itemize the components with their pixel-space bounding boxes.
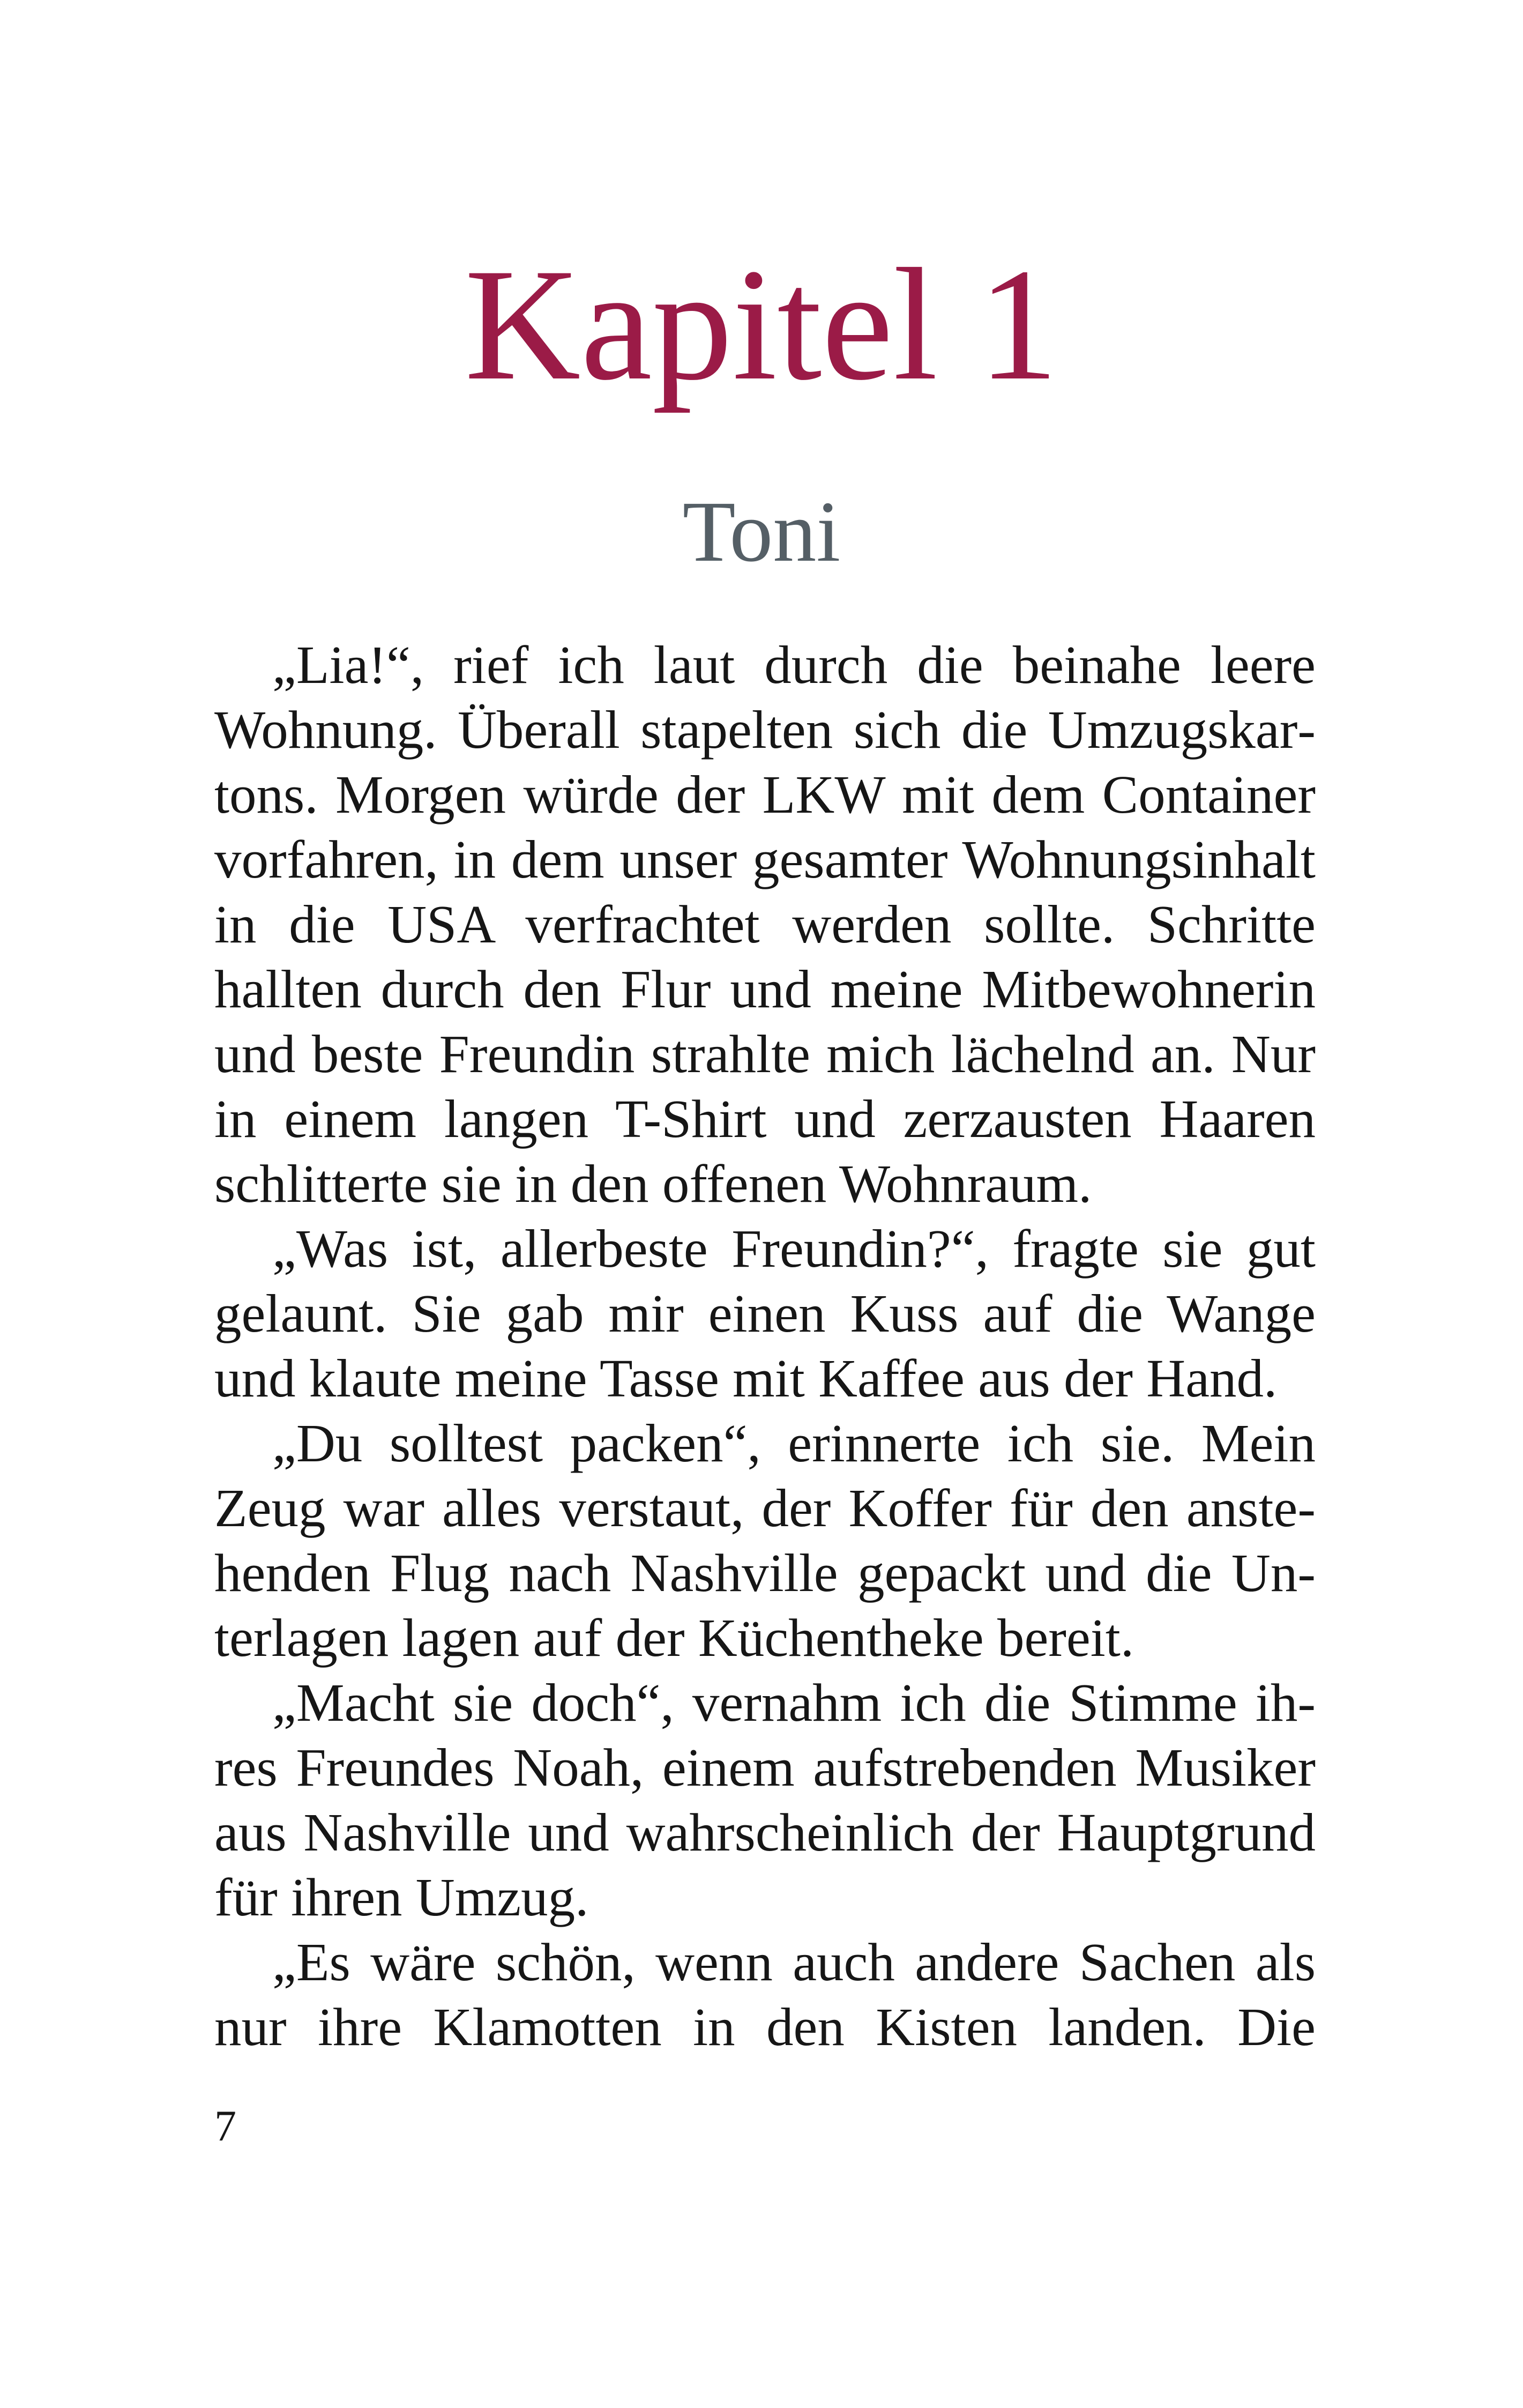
paragraph: „Lia!“, rief ich laut durch die beinahe leere Wohnung. Überall stapelten sich die Umzugskartons. Morgen würde der LKW mit dem Container vorfahren, in dem unser gesamter Wohnungsinhalt in die USA verfrachtet werden sollte. Schritte hallten durch den Flur und meine Mitbewohnerin und beste Freundin strahlte mich lächelnd an. Nur in einem langen T-Shirt und zerzausten Haaren schlitterte sie in den offenen Wohnraum. [214, 635, 1316, 1214]
page-number: 7 [214, 2101, 236, 2150]
paragraph: „Was ist, allerbeste Freundin?“, fragte sie gut gelaunt. Sie gab mir einen Kuss auf die Wange und klaute meine Tasse mit Kaffee aus der Hand. [214, 1218, 1316, 1408]
body-text [214, 633, 1316, 2060]
paragraph: „Macht sie doch“, vernahm ich die Stimme ihres Freundes Noah, einem aufstrebenden Musiker aus Nashville und wahrscheinlich der Hauptgrund für ihren Umzug. [214, 1673, 1316, 1927]
paragraph: „Du solltest packen“, erinnerte ich sie. Mein Zeug war alles verstaut, der Koffer für den anstehenden Flug nach Nashville gepackt und die Unterlagen lagen auf der Küchentheke bereit. [214, 1413, 1316, 1668]
chapter-subtitle: Toni [682, 484, 841, 580]
chapter-title: Kapitel 1 [464, 235, 1058, 413]
paragraph-last: „Es wäre schön, wenn auch andere Sachen als nur ihre Klamotten in den Kisten landen. Die [214, 1932, 1316, 2057]
